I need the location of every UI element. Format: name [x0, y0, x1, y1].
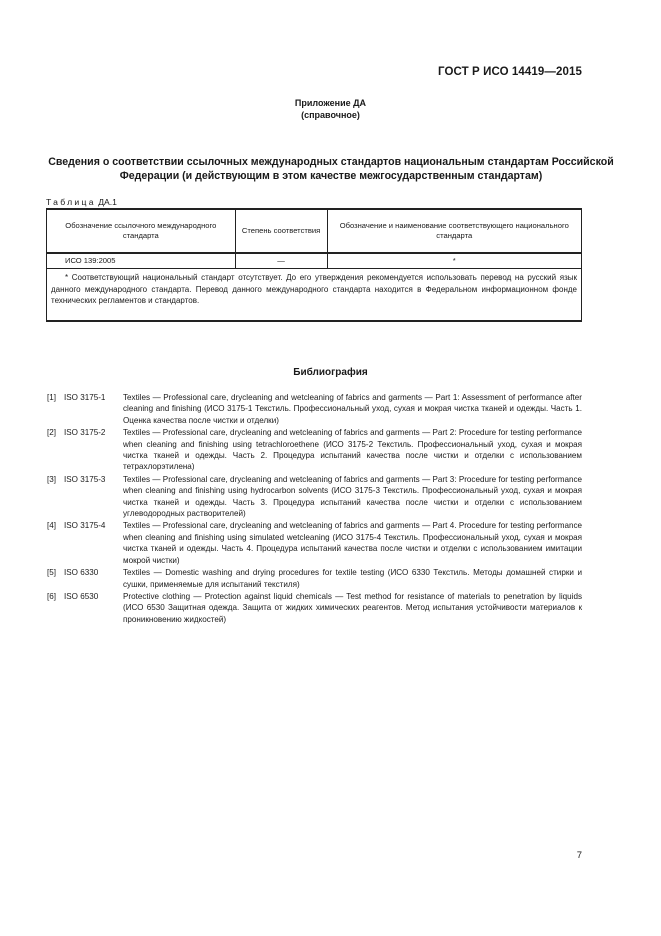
table-footnote: * Соответствующий национальный стандарт отсутствует. До его утверждения рекомендуется использовать перевод на русский язык данного международного стандарта. Перевод данного международного стандарта находится в Федеральном информационном фонде технических регламентов и стандартов.	[47, 269, 582, 322]
annex-label	[0, 97, 661, 121]
entry-code: ISO 3175-4	[64, 521, 106, 531]
bibliography-entry	[47, 392, 582, 426]
entry-text: Textiles — Professional care, drycleaning and wetcleaning of fabrics and garments — Part 2: Procedure for testing performance when cleaning and finishing using tetrachloroethene (ИСО 3175-2 Текстиль. Профессиональный уход, сухая и мокрая чистка тканей и одежды. Часть 2. Процедура испытаний качества после чистки и отделки с использованием тетрахлорэтилена)	[123, 428, 582, 472]
entry-text: Textiles — Professional care, drycleaning and wetcleaning of fabrics and garments — Part 4. Procedure for testing performance when cleaning and finishing using simulated wetcleaning (ИСО 3175-4 Текстиль. Профессиональный уход, сухая и мокрая чистка тканей и одежды. Часть 4. Процедура испытаний качества после чистки и отделки с использованием имитации мокрой чистки)	[123, 521, 582, 565]
column-header: Степень соответствия	[235, 209, 327, 253]
page-number: 7	[576, 850, 582, 861]
entry-number: [5]	[47, 568, 56, 578]
entry-number: [2]	[47, 428, 56, 438]
entry-code: ISO 6330	[64, 568, 99, 578]
annex-title: Приложение ДА	[294, 98, 367, 108]
column-header: Обозначение ссылочного международного стандарта	[47, 209, 236, 253]
table-cell: —	[235, 253, 327, 269]
annex-subtitle: (справочное)	[301, 110, 360, 120]
bibliography-entry	[47, 567, 582, 590]
document-code: ГОСТ Р ИСО 14419—2015	[437, 66, 582, 78]
bibliography-entry	[47, 474, 582, 520]
table-note-row	[47, 269, 582, 322]
table-cell: *	[327, 253, 581, 269]
entry-code: ISO 3175-3	[64, 474, 106, 484]
bibliography-title: Библиография	[293, 367, 368, 378]
bibliography-entry	[47, 427, 582, 473]
entry-text: Textiles — Domestic washing and drying procedures for textile testing (ИСО 6330 Текстиль. Методы домашней стирки и сушки, применяемые для испытаний текстиля)	[123, 568, 582, 589]
entry-code: ISO 3175-2	[64, 428, 106, 438]
entry-text: Protective clothing — Protection against liquid chemicals — Test method for resistance of materials to penetration by liquids (ИСО 6530 Защитная одежда. Защита от жидких химических реагентов. Метод испытания устойчивости материалов к проникновению жидкостей)	[123, 591, 582, 624]
entry-code: ISO 6530	[64, 591, 99, 601]
entry-number: [6]	[47, 591, 56, 601]
table-caption-word: Таблица	[46, 197, 96, 207]
entry-code: ISO 3175-1	[64, 393, 106, 402]
table-cell: ИСО 139:2005	[47, 253, 236, 269]
column-header: Обозначение и наименование соответствующего национального стандарта	[327, 209, 581, 253]
bibliography-list	[47, 392, 582, 626]
entry-number: [4]	[47, 521, 56, 531]
table-caption	[46, 197, 117, 207]
annex-heading: Сведения о соответствии ссылочных международных стандартов национальным стандартам Российской Федерации (и действующим в этом качестве межгосударственным стандартам)	[48, 156, 614, 182]
entry-text: Textiles — Professional care, drycleaning and wetcleaning of fabrics and garments — Part 1: Assessment of performance after cleaning and finishing (ИСО 3175-1 Текстиль. Профессиональный уход, сухая и мокрая чистка тканей и одежды. Часть 1. Оценка качества после чистки и отделки)	[123, 393, 582, 425]
table-header-row	[47, 209, 582, 253]
bibliography-entry	[47, 591, 582, 625]
table-caption-number: ДА.1	[98, 197, 117, 207]
table-row	[47, 253, 582, 269]
entry-text: Textiles — Professional care, drycleaning and wetcleaning of fabrics and garments — Part 3: Procedure for testing performance when cleaning and finishing using hydrocarbon solvents (ИСО 3175-3 Текстиль. Профессиональный уход, сухая и мокрая чистка тканей и одежды. Часть 3. Процедура испытаний качества после чистки и отделки с использованием углеводородных растворителей)	[123, 474, 582, 519]
entry-number: [3]	[47, 474, 56, 484]
correspondence-table	[46, 208, 582, 322]
bibliography-entry	[47, 520, 582, 566]
entry-number: [1]	[47, 393, 56, 402]
